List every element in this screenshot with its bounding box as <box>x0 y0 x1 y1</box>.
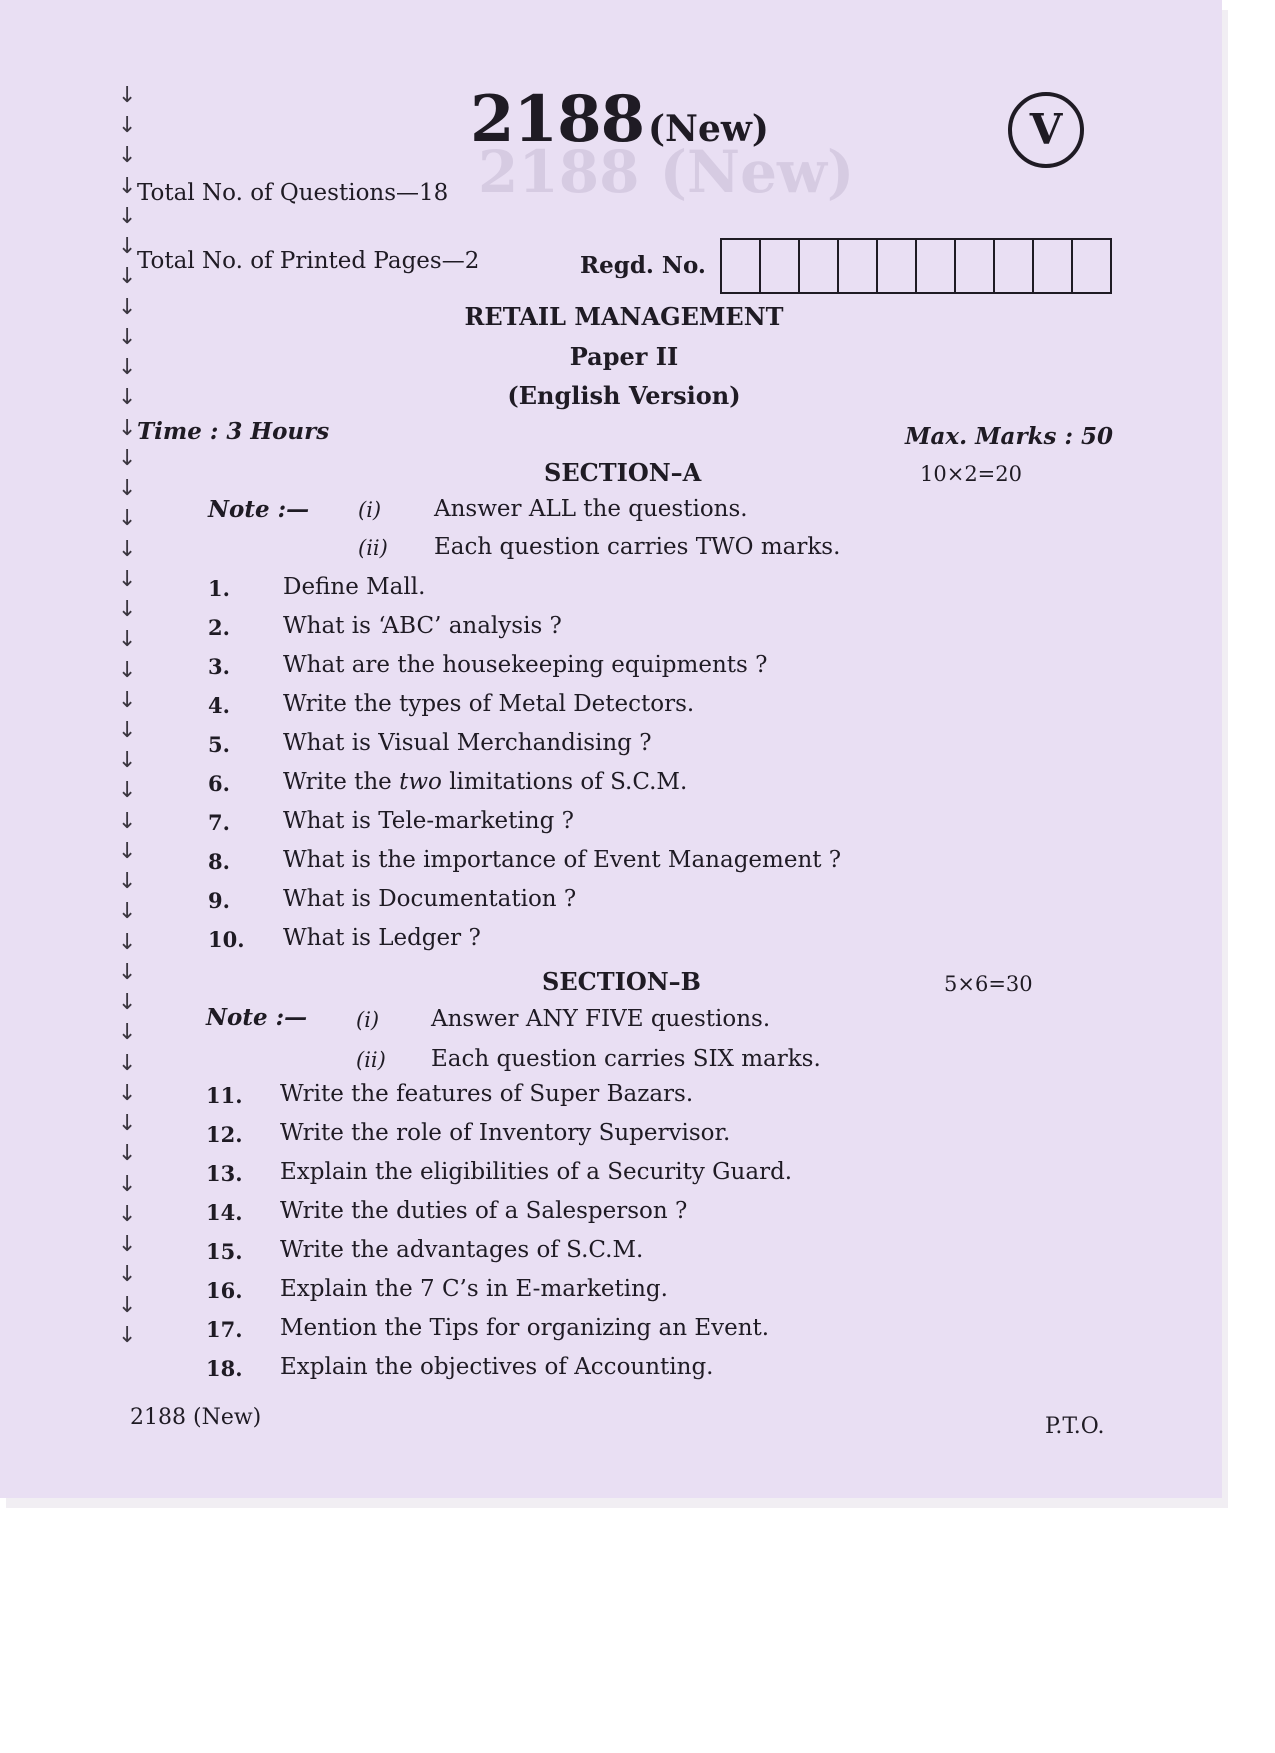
margin-arrow-glyph: ↓ <box>118 1202 137 1227</box>
margin-arrow-glyph: ↓ <box>118 83 137 108</box>
margin-arrow-glyph: ↓ <box>118 416 137 441</box>
margin-arrow-glyph: ↓ <box>118 1232 137 1257</box>
section-b-marks: 5×6=30 <box>944 972 1033 996</box>
question-text: What is ‘ABC’ analysis ? <box>283 613 562 639</box>
regd-digit-box <box>839 240 878 292</box>
question-number: 12. <box>206 1122 243 1147</box>
question-number: 14. <box>206 1200 243 1225</box>
note-item-text: Each question carries SIX marks. <box>431 1046 821 1072</box>
regd-digit-box <box>1034 240 1073 292</box>
regd-no-label: Regd. No. <box>580 252 706 279</box>
section-b-note-label: Note :— <box>206 1004 308 1031</box>
regd-digit-box <box>995 240 1034 292</box>
regd-digit-box <box>761 240 800 292</box>
question-text: Write the duties of a Salesperson ? <box>280 1198 688 1224</box>
margin-arrow-glyph: ↓ <box>118 204 137 229</box>
question-text <box>283 769 687 795</box>
margin-arrow-glyph: ↓ <box>118 627 137 652</box>
question-number: 8. <box>208 849 230 874</box>
question-text: What is Visual Merchandising ? <box>283 730 652 756</box>
question-number: 11. <box>206 1083 243 1108</box>
margin-arrow-glyph: ↓ <box>118 506 137 531</box>
margin-arrow-glyph: ↓ <box>118 143 137 168</box>
question-text: Explain the objectives of Accounting. <box>280 1354 714 1380</box>
margin-arrow-glyph: ↓ <box>118 113 137 138</box>
regd-digit-box <box>878 240 917 292</box>
margin-arrow-glyph: ↓ <box>118 1020 137 1045</box>
margin-arrow-glyph: ↓ <box>118 597 137 622</box>
question-text: Define Mall. <box>283 574 426 600</box>
margin-arrow-glyph: ↓ <box>118 899 137 924</box>
margin-arrow-glyph: ↓ <box>118 748 137 773</box>
question-text: Write the advantages of S.C.M. <box>280 1237 644 1263</box>
question-text: Write the types of Metal Detectors. <box>283 691 695 717</box>
question-number: 5. <box>208 732 230 757</box>
margin-arrow-glyph: ↓ <box>118 718 137 743</box>
question-text-emphasis: two <box>399 769 442 795</box>
margin-arrow-glyph: ↓ <box>118 295 137 320</box>
margin-arrow-glyph: ↓ <box>118 264 137 289</box>
section-a-marks: 10×2=20 <box>920 462 1022 486</box>
question-number: 15. <box>206 1239 243 1264</box>
question-number: 9. <box>208 888 230 913</box>
note-item-number: (i) <box>356 1008 380 1032</box>
margin-arrow-glyph: ↓ <box>118 537 137 562</box>
question-number: 16. <box>206 1278 243 1303</box>
margin-arrow-glyph: ↓ <box>118 1172 137 1197</box>
footer-pto: P.T.O. <box>1045 1414 1105 1439</box>
question-text-part: limitations of S.C.M. <box>441 769 688 795</box>
margin-arrow-glyph: ↓ <box>118 355 137 380</box>
margin-arrow-glyph: ↓ <box>118 234 137 259</box>
margin-arrow-glyph: ↓ <box>118 839 137 864</box>
margin-arrow-glyph: ↓ <box>118 1081 137 1106</box>
time-allowed: Time : 3 Hours <box>137 418 330 445</box>
note-item-text: Answer ANY FIVE questions. <box>431 1006 771 1032</box>
margin-arrow-glyph: ↓ <box>118 325 137 350</box>
question-number: 2. <box>208 615 230 640</box>
question-number: 10. <box>208 927 245 952</box>
question-text: Write the features of Super Bazars. <box>280 1081 694 1107</box>
note-item-text: Answer ALL the questions. <box>434 496 748 522</box>
question-text: What is Documentation ? <box>283 886 577 912</box>
margin-arrow-glyph: ↓ <box>118 658 137 683</box>
question-number: 1. <box>208 576 230 601</box>
margin-arrow-glyph: ↓ <box>118 869 137 894</box>
question-text: What is Ledger ? <box>283 925 481 951</box>
question-number: 3. <box>208 654 230 679</box>
question-number: 13. <box>206 1161 243 1186</box>
question-number: 7. <box>208 810 230 835</box>
note-item-text: Each question carries TWO marks. <box>434 534 841 560</box>
regd-digit-box <box>956 240 995 292</box>
question-text: What is the importance of Event Management ? <box>283 847 842 873</box>
margin-arrow-glyph: ↓ <box>118 1111 137 1136</box>
question-text-part: Write the <box>283 769 400 795</box>
note-item-number: (ii) <box>358 536 388 560</box>
question-text: Explain the 7 C’s in E-marketing. <box>280 1276 668 1302</box>
total-questions: Total No. of Questions—18 <box>137 180 449 206</box>
note-item-number: (ii) <box>356 1048 386 1072</box>
margin-arrow-glyph: ↓ <box>118 1262 137 1287</box>
margin-arrow-glyph: ↓ <box>118 1293 137 1318</box>
question-text: Write the role of Inventory Supervisor. <box>280 1120 731 1146</box>
question-text: Mention the Tips for organizing an Event. <box>280 1315 770 1341</box>
paper-number: Paper II <box>569 342 679 371</box>
regd-digit-box <box>722 240 761 292</box>
set-letter-badge: V <box>1008 92 1084 168</box>
regd-number-boxes <box>720 238 1112 294</box>
margin-arrow-glyph: ↓ <box>118 990 137 1015</box>
total-pages: Total No. of Printed Pages—2 <box>137 248 480 274</box>
regd-digit-box <box>917 240 956 292</box>
show-through-ghost-text: 2188 (New) <box>478 138 855 206</box>
question-text: What are the housekeeping equipments ? <box>283 652 768 678</box>
margin-arrow-glyph: ↓ <box>118 778 137 803</box>
margin-arrow-glyph: ↓ <box>118 930 137 955</box>
question-number: 17. <box>206 1317 243 1342</box>
margin-arrow-glyph: ↓ <box>118 960 137 985</box>
section-a-note-label: Note :— <box>208 496 310 523</box>
margin-arrow-glyph: ↓ <box>118 1051 137 1076</box>
question-text: What is Tele-marketing ? <box>283 808 574 834</box>
margin-arrow-glyph: ↓ <box>118 809 137 834</box>
margin-arrow-glyph: ↓ <box>118 1323 137 1348</box>
regd-digit-box <box>800 240 839 292</box>
section-b-heading: SECTION–B <box>542 967 701 996</box>
regd-digit-box <box>1073 240 1110 292</box>
margin-arrow-glyph: ↓ <box>118 446 137 471</box>
margin-arrow-glyph: ↓ <box>118 688 137 713</box>
question-number: 6. <box>208 771 230 796</box>
margin-arrow-glyph: ↓ <box>118 385 137 410</box>
footer-paper-code: 2188 (New) <box>130 1405 262 1430</box>
question-number: 4. <box>208 693 230 718</box>
note-item-number: (i) <box>358 498 382 522</box>
question-number: 18. <box>206 1356 243 1381</box>
margin-arrow-glyph: ↓ <box>118 567 137 592</box>
section-a-heading: SECTION–A <box>544 458 702 487</box>
margin-arrow-glyph: ↓ <box>118 1141 137 1166</box>
subject-title: RETAIL MANAGEMENT <box>464 302 784 331</box>
paper-code: 2188 <box>470 82 645 157</box>
language-version: (English Version) <box>507 381 741 410</box>
margin-arrow-glyph: ↓ <box>118 174 137 199</box>
paper-code-suffix: (New) <box>648 108 769 150</box>
margin-arrow-glyph: ↓ <box>118 476 137 501</box>
question-text: Explain the eligibilities of a Security Guard. <box>280 1159 793 1185</box>
max-marks: Max. Marks : 50 <box>905 423 1113 450</box>
